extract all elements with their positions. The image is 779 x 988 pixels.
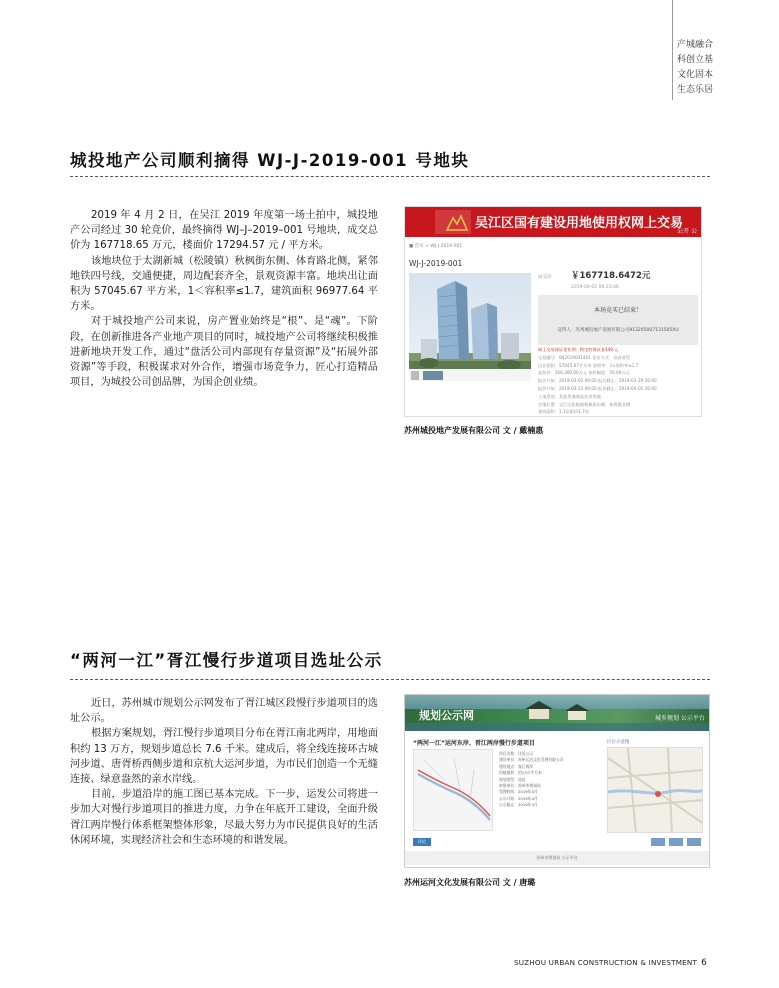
info-row: 公示开始：2019年4月 <box>499 795 538 801</box>
corner-tag: 产城融合 <box>677 40 714 50</box>
article1-divider <box>70 176 710 177</box>
auction-ended-notice: 本场竞买已结束！ <box>593 307 642 314</box>
article2-caption: 苏州运河文化发展有限公司 文 / 唐璐 <box>404 877 536 887</box>
article2-paragraph: 近日，苏州城市规划公示网发布了胥江城区段慢行步道项目的选址公示。 <box>70 698 378 725</box>
info-row: 受理时间：2019年4月 <box>499 789 538 795</box>
action-button[interactable] <box>669 838 683 846</box>
article1-paragraph: 该地块位于太湖新城（松陵镇）秋枫街东侧、体育路北侧，紧邻地铁四号线，交通便捷，周边配套齐全，景观资源丰富。地块出让面积为 57045.67 平方米，1＜容积率≤1.7，建筑面积 96977.64 平方米。 <box>70 255 378 313</box>
info-row: 用地面积：约13万平方米 <box>499 770 542 776</box>
corner-divider <box>672 0 673 100</box>
winner-info: 竞得人：苏州城投地产发展有限公司913205007131505XU <box>557 328 679 333</box>
image-thumbnails[interactable] <box>409 369 531 381</box>
page-number: 6 <box>701 958 707 968</box>
planning-site-title: 规划公示网 <box>419 709 474 722</box>
article2-paragraph: 根据方案规划，胥江慢行步道项目分布在胥江南北两岸，用地面积约 13 万方，规划步道总长 7.6 千米。建成后，将全线连接环古城河步道、唐胥桥西侧步道和京杭大运河步道，为市民们创造一个无缝连接、绿意盎然的亲水岸线。 <box>70 728 378 786</box>
thumbnail[interactable] <box>423 371 443 380</box>
breadcrumb: ■ 首页 > WJ-J-2019-001 <box>409 244 463 249</box>
info-row: 审批单位：苏州市规划局 <box>499 783 541 789</box>
info-row: 公示截止：2019年4月 <box>499 802 538 808</box>
article1-paragraph: 对于城投地产公司来说，房产置业始终是“根”、是“魂”。下阶段，在创新推进各产业地产项目的同时，城投地产公司将继续积极推进新地块开发工作，通过“盘活公司内部现有存量资源”及“拓展外部资源”等手段，积极谋求对外合作，增强市场竞争力，匠心打造精品项目，为城投公司创品牌，为国企创业绩。 <box>70 316 378 389</box>
price-label: 成交价 <box>538 275 552 280</box>
corner-tag: 生态乐居 <box>677 85 714 95</box>
planning-notice-screenshot <box>404 694 710 868</box>
detail-row: 土地用途：其他普通商品住房用地 <box>538 393 601 399</box>
planning-site-footer: 苏州市规划局 公示平台 <box>405 851 709 865</box>
auction-time: 2019-04-02 09:23:46 <box>571 285 619 290</box>
auction-site-banner <box>405 207 701 237</box>
building-rendering-image <box>409 273 531 381</box>
article2-title: “两河一江”胥江慢行步道项目选址公示 <box>70 651 383 670</box>
notice-title: “两河一江”运河东岸、胥江两岸慢行步道项目 <box>413 740 535 747</box>
info-row: 建设地点：胥江两岸 <box>499 763 534 769</box>
detail-row: 建筑面积：1.1倍限价1.7倍 <box>538 409 590 415</box>
detail-head: 网上交易保证金比例：特定的保证金140 元 <box>538 347 619 352</box>
project-info <box>499 751 599 809</box>
detail-row: 交易编号：WJ2019041401 竞价方式：价高者得 <box>538 354 630 360</box>
detail-row: 起始价：166,300.00万元 加价幅度：50.00万元 <box>538 370 630 376</box>
site-plan-image <box>413 749 493 831</box>
article1-title: 城投地产公司顺利摘得 WJ-J-2019-001 号地块 <box>70 151 470 170</box>
page-footer <box>514 958 707 968</box>
detail-row: 宗地位置：吴江区松陵镇秋枫街东侧、体育路北侧 <box>538 401 631 407</box>
lot-details <box>538 346 698 416</box>
info-row: 规划类型：选址 <box>499 776 526 782</box>
action-button[interactable] <box>651 838 665 846</box>
article1-body <box>70 208 378 390</box>
site-plan-drawing <box>414 750 494 832</box>
article2-divider <box>70 679 710 680</box>
corner-tags <box>677 38 713 98</box>
auction-site-subtitle: 公开 公 <box>677 228 697 235</box>
auction-result-panel <box>538 295 698 345</box>
info-row: 建设单位：苏州运河文化发展有限公司 <box>499 757 564 763</box>
land-auction-screenshot <box>404 206 702 417</box>
article2-paragraph: 目前，步道沿岸的施工图已基本完成。下一步，运发公司将进一步加大对慢行步道项目的推进力度，力争在年底开工建设，全面升级胥江两岸慢行体系框架整体形象，尽最大努力为市民提供良好的生活休闲环境，实现经济社会和生态环境的和谐发展。 <box>70 789 378 846</box>
lot-name: WJ-J-2019-001 <box>409 259 463 268</box>
article2-body <box>70 696 378 848</box>
location-map-label: 区位示意图 <box>607 740 630 745</box>
planning-site-subtitle: 城乡规划 公示平台 <box>655 715 705 722</box>
prev-arrow-icon[interactable] <box>411 371 419 380</box>
detail-row: 出让面积：57045.67平方米 容积率：1<容积率≤1.7 <box>538 362 639 368</box>
tower-illustration <box>409 273 531 381</box>
street-map <box>608 748 703 833</box>
info-row: 项目名称：详见公示 <box>499 751 534 756</box>
detail-row: 报价开始：2019-03-22 09:00 报价截止：2019-04-01 16:00 <box>538 385 657 391</box>
final-price: ￥167718.6472元 <box>571 271 651 281</box>
comment-button[interactable]: 评论 <box>413 838 431 846</box>
article1-paragraph: 2019 年 4 月 2 日，在吴江 2019 年度第一场土拍中，城投地产公司经过 30 轮竞价，最终摘得 WJ–J–2019–001 号地块，成交总价为 167718.65 万元，楼面价 17294.57 元 / 平方米。 <box>70 210 378 252</box>
auction-site-title: 吴江区国有建设用地使用权网上交易 <box>475 216 684 231</box>
detail-row: 报名开始：2019-03-02 09:00 报名截止：2019-03-29 16:00 <box>538 378 657 384</box>
action-button[interactable] <box>687 838 701 846</box>
location-map[interactable] <box>607 747 703 833</box>
corner-tag: 文化固本 <box>677 70 714 80</box>
publication-name: SUZHOU URBAN CONSTRUCTION & INVESTMENT <box>514 958 698 967</box>
mountain-logo-icon <box>445 212 469 232</box>
article1-caption: 苏州城投地产发展有限公司 文 / 戴楠惠 <box>404 425 544 435</box>
planning-site-banner <box>405 695 709 731</box>
corner-tag: 科创立基 <box>677 55 714 65</box>
location-pin-icon <box>655 791 661 797</box>
